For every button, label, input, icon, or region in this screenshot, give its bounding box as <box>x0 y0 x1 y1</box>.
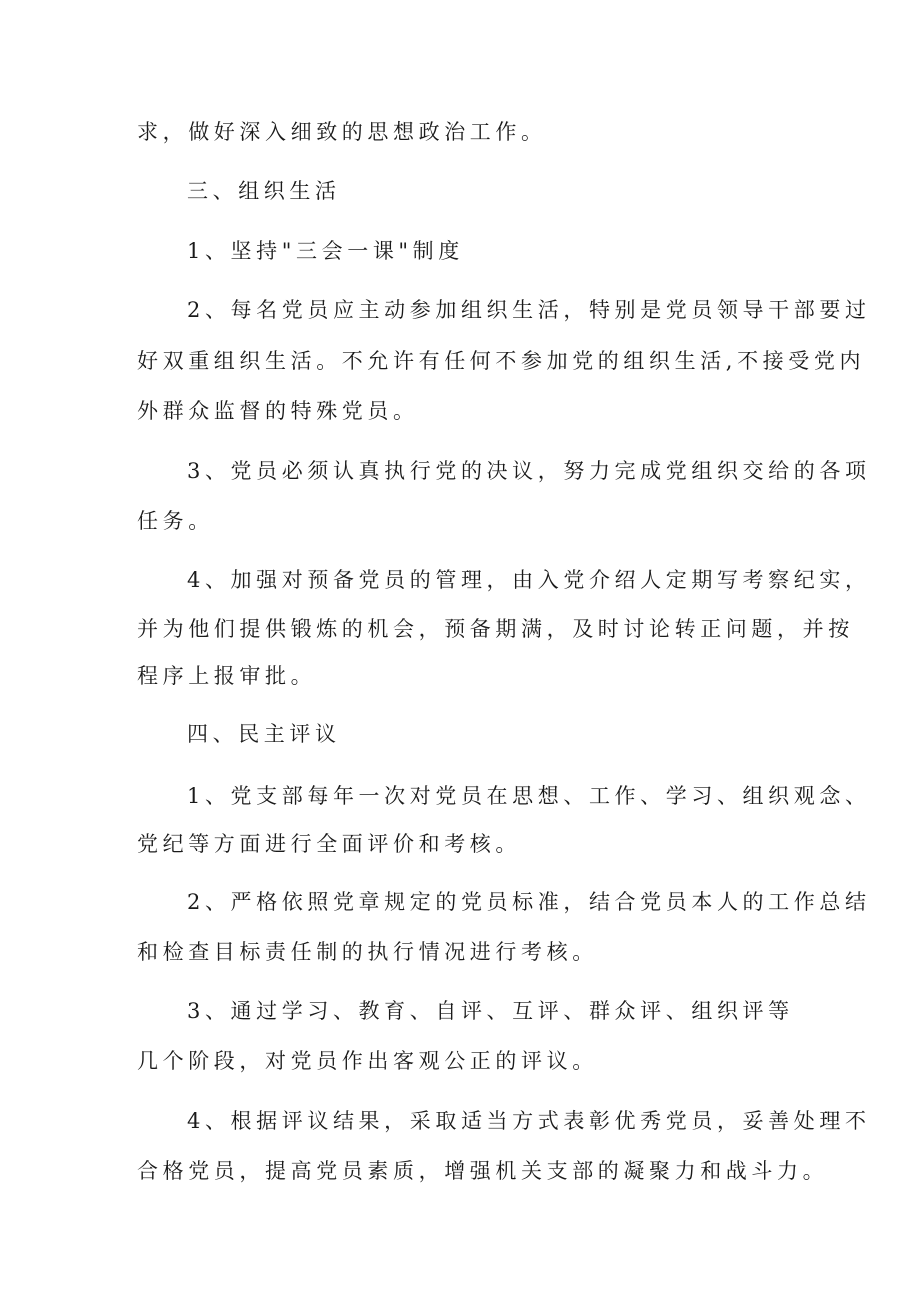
text-line: 外群众监督的特殊党员。 <box>137 399 419 423</box>
text-line: 合格党员，提高党员素质，增强机关支部的凝聚力和战斗力。 <box>137 1159 829 1183</box>
text-line: 1、党支部每年一次对党员在思想、工作、学习、组织观念、 <box>187 784 871 808</box>
text-line: 并为他们提供锻炼的机会，预备期满，及时讨论转正问题，并按 <box>137 617 854 641</box>
section-heading: 三、组织生活 <box>187 179 341 203</box>
text-line: 好双重组织生活。不允许有任何不参加党的组织生活,不接受党内 <box>137 349 866 373</box>
text-line: 4、根据评议结果，采取适当方式表彰优秀党员，妥善处理不 <box>187 1109 871 1133</box>
text-line: 和检查目标责任制的执行情况进行考核。 <box>137 940 598 964</box>
text-line: 任务。 <box>137 509 214 533</box>
text-line: 程序上报审批。 <box>137 664 317 688</box>
section-heading: 四、民主评议 <box>187 722 341 746</box>
text-line: 3、通过学习、教育、自评、互评、群众评、组织评等 <box>187 999 794 1023</box>
text-line: 2、每名党员应主动参加组织生活，特别是党员领导干部要过 <box>187 298 871 322</box>
text-line: 几个阶段，对党员作出客观公正的评议。 <box>137 1049 598 1073</box>
text-line: 2、严格依照党章规定的党员标准，结合党员本人的工作总结 <box>187 890 871 914</box>
text-line: 3、党员必须认真执行党的决议，努力完成党组织交给的各项 <box>187 459 871 483</box>
text-line: 求，做好深入细致的思想政治工作。 <box>137 120 547 144</box>
text-line: 党纪等方面进行全面评价和考核。 <box>137 832 521 856</box>
text-line: 1、坚持"三会一课"制度 <box>187 239 464 263</box>
text-line: 4、加强对预备党员的管理，由入党介绍人定期写考察纪实， <box>187 568 871 592</box>
